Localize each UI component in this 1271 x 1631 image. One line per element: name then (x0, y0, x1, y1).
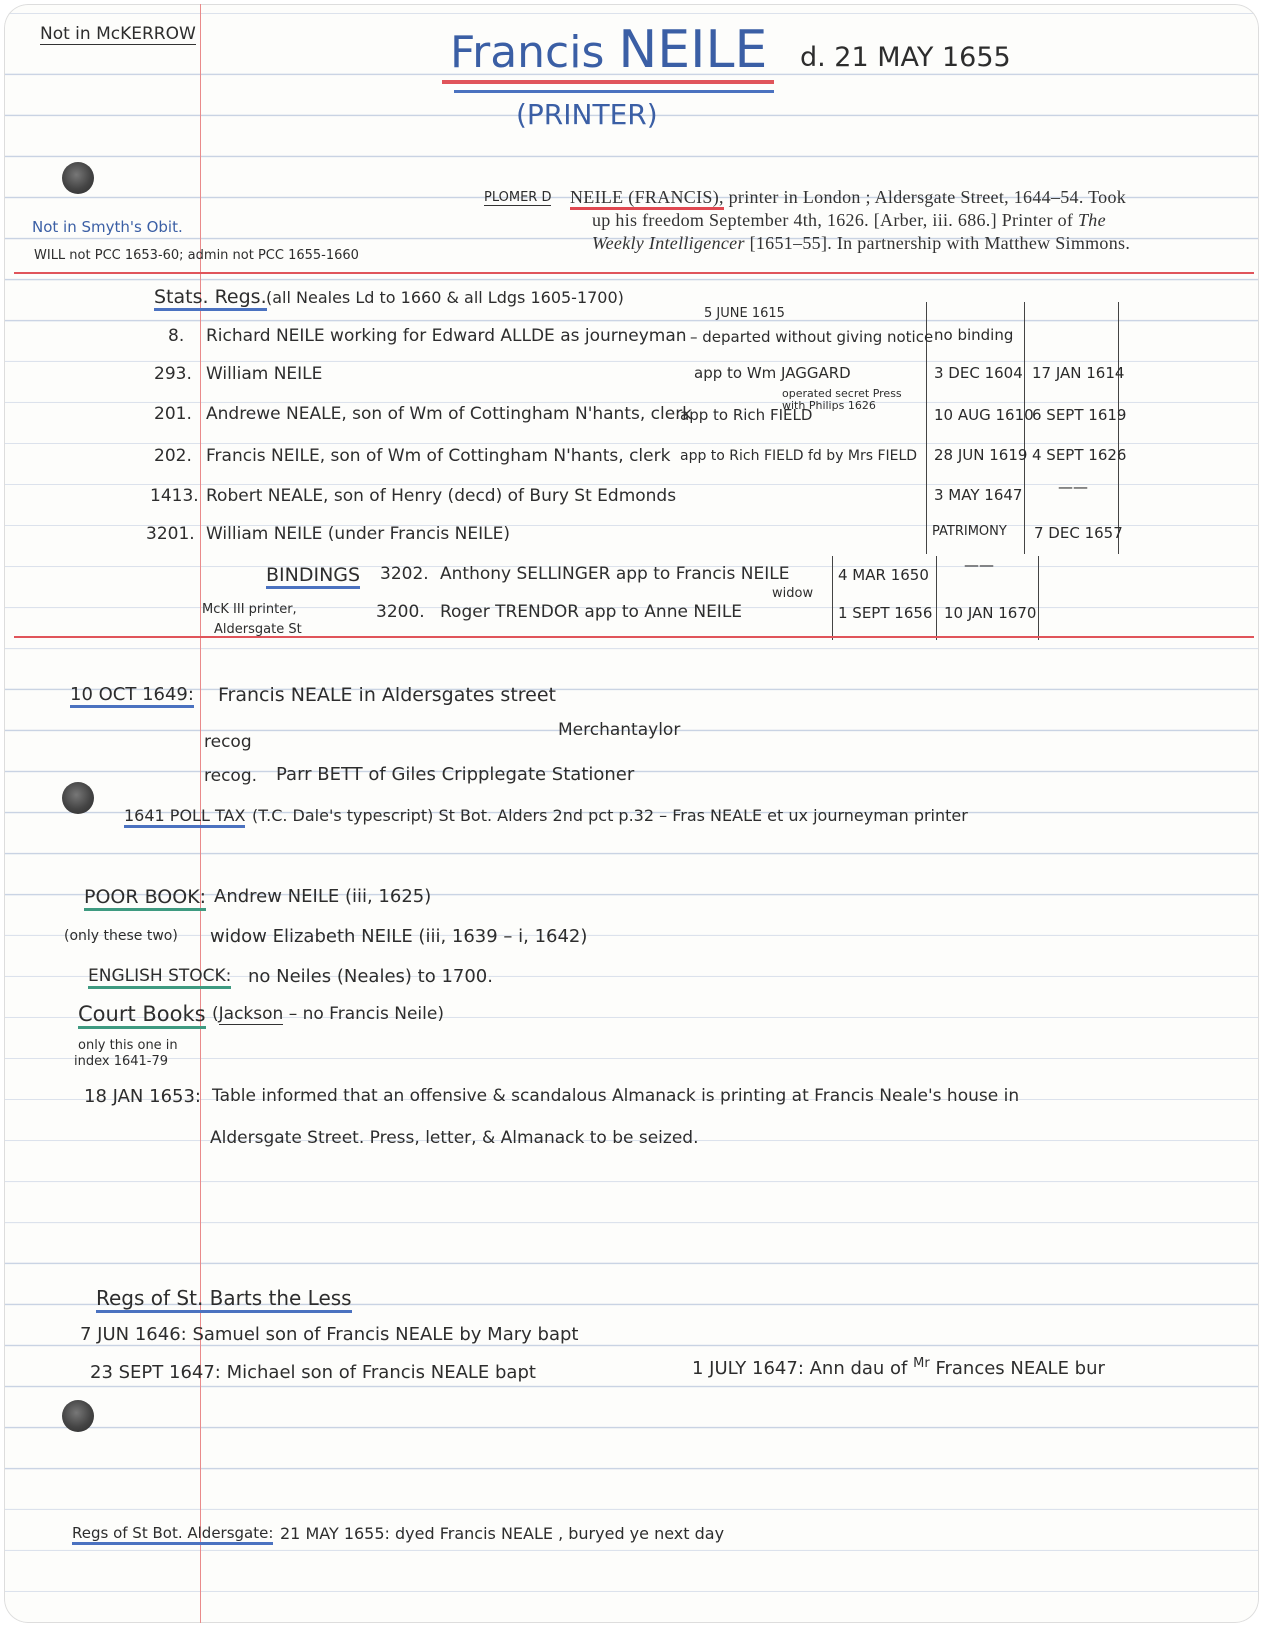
rule-top (14, 272, 1254, 274)
court-entry-line-2: Aldersgate Street. Press, letter, & Almanack to be seized. (210, 1128, 699, 1148)
stats-regs-heading: Stats. Regs. (154, 286, 267, 311)
st-barts-entry-3-mr: Mr (913, 1356, 930, 1371)
row-extra: – departed without giving notice (690, 328, 934, 346)
row-text: Robert NEALE, son of Henry (decd) of Bury St Edmonds (206, 486, 677, 506)
court-books-ref: Jackson (218, 1004, 284, 1024)
row-text: Francis NEILE, son of Wm of Cottingham N'hants, clerk (206, 446, 671, 466)
english-stock-label: ENGLISH STOCK: (88, 966, 231, 989)
death-date: d. 21 MAY 1655 (800, 42, 1011, 73)
bind-divider-2 (936, 556, 937, 640)
court-entry-date: 18 JAN 1653: (84, 1086, 201, 1107)
st-barts-entry-3-post: Frances NEALE bur (935, 1358, 1105, 1379)
rule-bottom (14, 636, 1254, 638)
binding-above-note: widow (772, 586, 814, 601)
binding-text: Anthony SELLINGER app to Francis NEILE (440, 564, 790, 584)
court-note-line-1: only this one in (78, 1038, 178, 1053)
title-blue-underline (454, 90, 774, 93)
binding-number: 3202. (380, 564, 429, 584)
poll-tax-text: (T.C. Dale's typescript) St Bot. Alders 2nd pct p.32 – Fras NEALE et ux journeyman printer (252, 806, 968, 825)
recog-trade: Merchantaylor (558, 720, 681, 740)
recog-line-1: Francis NEALE in Aldersgates street (218, 684, 557, 706)
row-col1: 28 JUN 1619 (934, 446, 1028, 464)
row-col2: —— (1058, 478, 1088, 496)
st-bot-text: 21 MAY 1655: dyed Francis NEALE , buryed ye next day (280, 1524, 725, 1543)
row-col2: 7 DEC 1657 (1034, 524, 1123, 542)
row-number: 8. (168, 326, 185, 346)
punch-hole-bottom (62, 1400, 94, 1432)
row-col2: 4 SEPT 1626 (1032, 446, 1127, 464)
court-books-text: – no Francis Neile) (288, 1004, 444, 1024)
plomer-text-2: up his freedom September 4th, 1626. [Arber, iii. 686.] Printer of (592, 210, 1074, 230)
row-col2: 17 JAN 1614 (1032, 364, 1125, 382)
row-above-note: operated secret Press with Philips 1626 (782, 387, 902, 412)
row-col2: 6 SEPT 1619 (1032, 406, 1127, 424)
notebook-page (4, 4, 1259, 1623)
plomer-line-2 (592, 210, 1106, 231)
punch-hole-top (62, 162, 94, 194)
col-divider-2 (1024, 302, 1025, 554)
binding-col2: 10 JAN 1670 (944, 604, 1037, 622)
row-number: 293. (154, 364, 192, 384)
row-extra: app to Rich FIELD fd by Mrs FIELD (680, 448, 918, 464)
recog-label-2: recog. (204, 766, 258, 786)
poor-book-label: POOR BOOK: (84, 886, 206, 911)
binding-text: Roger TRENDOR app to Anne NEILE (440, 602, 743, 622)
row-text: Richard NEILE working for Edward ALLDE as journeyman (206, 326, 687, 346)
st-barts-entry-3-pre: 1 JULY 1647: Ann dau of (692, 1358, 908, 1379)
binding-col2: —— (964, 556, 994, 574)
row-col1: 10 AUG 1610 (934, 406, 1034, 424)
recog-label-1: recog (204, 732, 252, 752)
plomer-name: NEILE (FRANCIS), (570, 187, 724, 210)
bind-divider-1 (832, 556, 833, 640)
st-barts-entry-1: 7 JUN 1646: Samuel son of Francis NEALE by Mary bapt (80, 1324, 579, 1345)
english-stock-text: no Neiles (Neales) to 1700. (248, 966, 493, 987)
plomer-text-2-italic: The (1078, 210, 1106, 230)
plomer-line-1 (570, 187, 1126, 208)
st-barts-entry-2: 23 SEPT 1647: Michael son of Francis NEALE bapt (90, 1362, 536, 1383)
note-will: WILL not PCC 1653-60; admin not PCC 1655-1660 (34, 248, 359, 263)
court-entry-line-1: Table informed that an offensive & scandalous Almanack is printing at Francis Neale's house in (212, 1086, 1020, 1106)
title-surname: NEILE (618, 20, 768, 80)
row-number: 1413. (150, 486, 199, 506)
bind-divider-3 (1038, 556, 1039, 640)
mck-note-line-2: Aldersgate St (214, 622, 302, 637)
row-col1: no binding (934, 326, 1014, 344)
binding-col1: 1 SEPT 1656 (838, 604, 933, 622)
st-bot-heading: Regs of St Bot. Aldersgate: (72, 1524, 273, 1545)
recog-line-2: Parr BETT of Giles Cripplegate Stationer (276, 764, 635, 785)
row-col1: 3 MAY 1647 (934, 486, 1023, 504)
st-barts-heading: Regs of St. Barts the Less (96, 1286, 352, 1313)
poll-tax-label: 1641 POLL TAX (124, 806, 245, 828)
row-text: Andrewe NEALE, son of Wm of Cottingham N'hants, clerk (206, 404, 693, 424)
plomer-text-1: printer in London ; Aldersgate Street, 1644–54. Took (728, 187, 1127, 207)
punch-hole-middle (62, 782, 94, 814)
row-above-note: 5 JUNE 1615 (704, 306, 785, 321)
st-barts-entry-3 (692, 1356, 1105, 1379)
row-extra: app to Wm JAGGARD (694, 364, 851, 382)
court-books-label: Court Books (78, 1002, 206, 1029)
row-number: 201. (154, 404, 192, 424)
stats-regs-note: (all Neales Ld to 1660 & all Ldgs 1605-1700) (266, 288, 624, 307)
recog-date: 10 OCT 1649: (70, 684, 194, 708)
page-title (450, 22, 767, 81)
court-note-line-2: index 1641-79 (74, 1054, 169, 1069)
poor-book-side-note: (only these two) (64, 928, 178, 944)
note-not-in-mckerrow: Not in McKERROW (40, 24, 196, 44)
plomer-line-3 (592, 233, 1130, 254)
plomer-text-3-italic: Weekly Intelligencer (592, 233, 745, 253)
mck-note-line-1: McK III printer, (202, 602, 297, 617)
note-smyth-obit: Not in Smyth's Obit. (32, 218, 183, 236)
col-divider-3 (1118, 302, 1119, 554)
title-first-name: Francis (450, 27, 605, 78)
title-red-underline (442, 80, 774, 84)
row-number: 202. (154, 446, 192, 466)
plomer-text-3: [1651–55]. In partnership with Matthew Simmons. (749, 233, 1131, 253)
poor-book-line-2: widow Elizabeth NEILE (iii, 1639 – i, 1642) (210, 926, 588, 947)
court-books-ref-line: (Jackson – no Francis Neile) (212, 1004, 444, 1024)
page-subtitle: (PRINTER) (516, 98, 658, 131)
plomer-label: PLOMER D (484, 190, 552, 205)
binding-number: 3200. (376, 602, 425, 622)
row-extra: app to Rich FIELD (680, 406, 813, 424)
row-col1: 3 DEC 1604 (934, 364, 1023, 382)
bindings-label: BINDINGS (266, 564, 360, 589)
row-text: William NEILE (206, 364, 323, 384)
row-text: William NEILE (under Francis NEILE) (206, 524, 510, 544)
row-col1: PATRIMONY (932, 524, 1007, 539)
poor-book-line-1: Andrew NEILE (iii, 1625) (214, 886, 432, 907)
binding-col1: 4 MAR 1650 (838, 566, 929, 584)
row-number: 3201. (146, 524, 195, 544)
